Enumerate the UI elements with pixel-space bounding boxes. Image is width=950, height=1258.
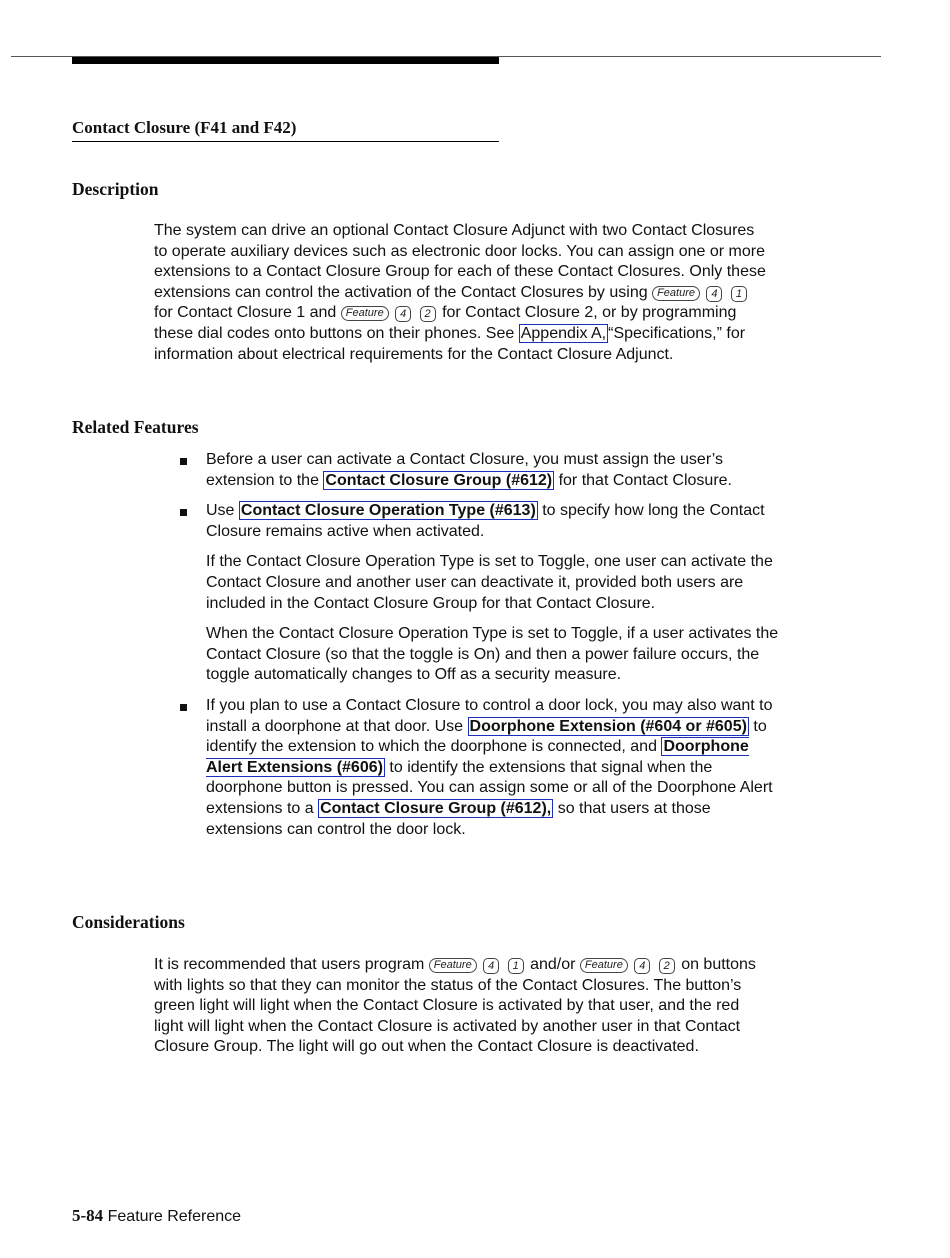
digit-2-key-icon: 2 xyxy=(420,306,436,322)
digit-1-key-icon: 1 xyxy=(731,286,747,302)
appendix-a-link[interactable]: Appendix A, xyxy=(520,324,607,342)
feature-key-icon: Feature xyxy=(580,958,628,973)
considerations-text-2: and/or xyxy=(530,956,576,973)
description-paragraph xyxy=(154,221,770,365)
doorphone-alert-extensions-link[interactable]: Doorphone Alert Extensions (#606) xyxy=(206,738,749,776)
digit-4-key-icon: 4 xyxy=(483,958,499,974)
description-text-1: The system can drive an optional Contact Closure Adjunct with two Contact Closures to operate auxiliary devices such as electronic door locks. You can assign one or more extensions to a Contact Closure Group for each of these Contact Closures. Only these extensions can control the activation of the Contact Closures by using xyxy=(154,222,766,301)
bullet-paragraph: When the Contact Closure Operation Type is set to Toggle, if a user activates the Contact Closure (so that the toggle is On) and then a power failure occurs, the toggle automatically changes to Off as a security measure. xyxy=(206,625,779,684)
bullet-paragraph xyxy=(206,501,780,542)
considerations-heading: Considerations xyxy=(72,912,185,932)
feature-key-icon: Feature xyxy=(341,306,389,321)
digit-4-key-icon: 4 xyxy=(395,306,411,322)
section-title: Contact Closure (F41 and F42) xyxy=(72,118,499,142)
feature-key-icon: Feature xyxy=(652,286,700,301)
contact-closure-group-link[interactable]: Contact Closure Group (#612), xyxy=(320,799,552,817)
bullet-paragraph: If the Contact Closure Operation Type is set to Toggle, one user can activate the Contact Closure and another user can deactivate it, provided both users are included in the Contact Closure Group for that Contact Closure. xyxy=(206,553,773,612)
digit-2-key-icon: 2 xyxy=(659,958,675,974)
contact-closure-operation-type-link[interactable]: Contact Closure Operation Type (#613) xyxy=(240,502,536,520)
digit-4-key-icon: 4 xyxy=(634,958,650,974)
list-item xyxy=(180,501,780,686)
related-features-list xyxy=(180,450,780,850)
description-text-3: for Contact Closure 2, or by programming these dial codes onto buttons on their phones. See xyxy=(154,304,737,342)
considerations-text-1: It is recommended that users program xyxy=(154,956,425,973)
digit-1-key-icon: 1 xyxy=(508,958,524,974)
bullet-text: Use xyxy=(206,502,235,520)
footer-title: Feature Reference xyxy=(107,1208,242,1225)
feature-key-icon: Feature xyxy=(429,958,477,973)
contact-closure-group-link[interactable]: Contact Closure Group (#612) xyxy=(325,471,553,489)
page-number: 5-84 xyxy=(72,1206,104,1225)
bullet-text: to identify the extension to which the doorphone is connected, and xyxy=(206,717,767,756)
bullet-text: to specify how long the Contact Closure remains active when activated. xyxy=(206,502,765,540)
description-text-4: “Specifications,” for information about electrical requirements for the Contact Closure Adjunct. xyxy=(154,324,746,363)
considerations-paragraph xyxy=(154,955,770,1058)
page-footer xyxy=(72,1206,241,1226)
bullet-text: so that users at those extensions can control the door lock. xyxy=(206,799,711,838)
digit-4-key-icon: 4 xyxy=(706,286,722,302)
description-text-2: for Contact Closure 1 and xyxy=(154,304,337,322)
bullet-text: Before a user can activate a Contact Closure, you must assign the user’s extension to the xyxy=(206,451,724,489)
bullet-text: If you plan to use a Contact Closure to control a door lock, you may also want to install a doorphone at that door. Use xyxy=(206,696,773,735)
bullet-text: for that Contact Closure. xyxy=(558,471,732,489)
doorphone-extension-link[interactable]: Doorphone Extension (#604 or #605) xyxy=(469,717,747,735)
list-item xyxy=(180,450,780,491)
header-bar xyxy=(72,57,499,64)
considerations-text-3: on buttons with lights so that they can monitor the status of the Contact Closures. The button’s green light will light when the Contact Closure is activated by that user, and the red light will light when the Contact Closure is activated by another user in that Contact Closure Group. The light will go out when the Contact Closure is deactivated. xyxy=(154,956,756,1056)
bullet-text: to identify the extensions that signal when the doorphone button is pressed. You can assign some or all of the Doorphone Alert extensions to a xyxy=(206,758,773,817)
related-features-heading: Related Features xyxy=(72,417,199,437)
list-item xyxy=(180,696,780,840)
description-heading: Description xyxy=(72,179,159,199)
